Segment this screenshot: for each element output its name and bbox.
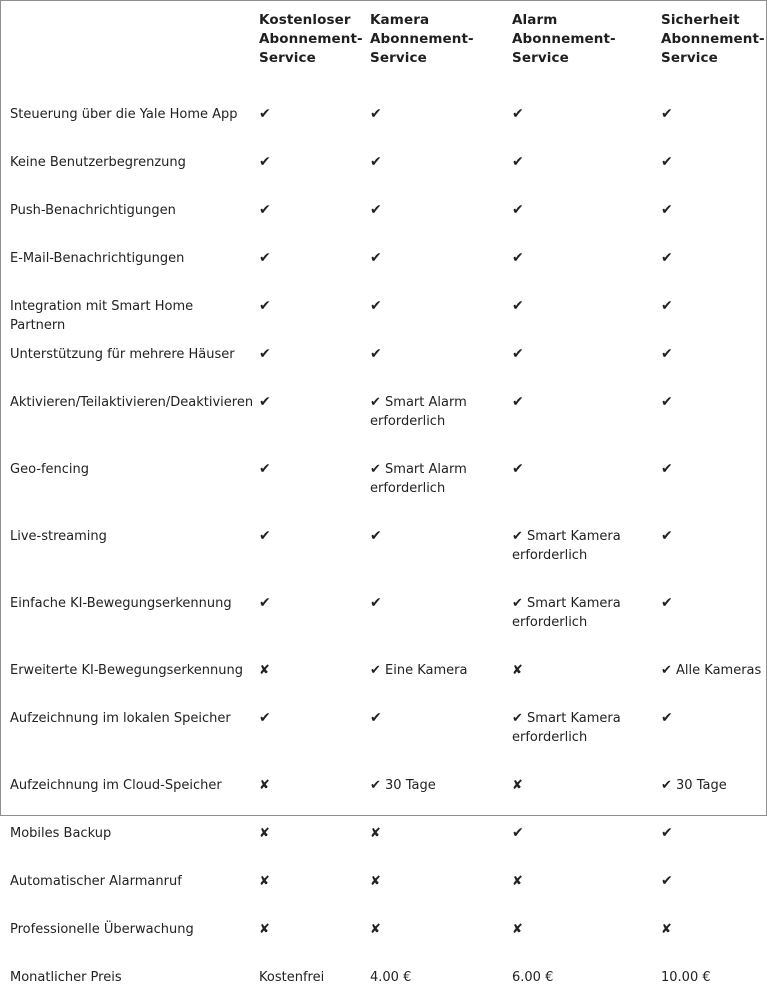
check-icon: ✔ (512, 154, 524, 170)
check-cell (652, 450, 766, 517)
cross-cell (361, 910, 503, 958)
feature-label: Aktivieren/Teilaktivieren/Deaktivieren (10, 395, 254, 410)
cell-text: ✔ Smart Alarm (370, 395, 467, 410)
cross-cell (250, 766, 361, 814)
check-cell (503, 95, 652, 143)
check-cell (361, 335, 503, 383)
check-cell (250, 287, 361, 335)
check-icon: ✔ (661, 595, 673, 611)
check-cell (652, 239, 766, 287)
table-body (1, 95, 766, 1006)
table-row (1, 651, 766, 699)
cell-text: ✔ 30 Tage (370, 778, 436, 793)
check-icon: ✔ (661, 202, 673, 218)
column-header-kamera (361, 1, 503, 95)
check-icon: ✔ (370, 346, 382, 362)
check-cell (503, 239, 652, 287)
check-cell (652, 584, 766, 651)
check-cell (652, 287, 766, 335)
feature-label: Mobiles Backup (10, 826, 112, 841)
cross-icon: ✘ (259, 663, 270, 678)
check-cell (250, 191, 361, 239)
check-cell (652, 517, 766, 584)
check-icon: ✔ (661, 873, 673, 889)
feature-label: Live-streaming (10, 529, 107, 544)
check-cell (361, 143, 503, 191)
table-row (1, 814, 766, 862)
feature-label: Aufzeichnung im lokalen Speicher (10, 711, 231, 726)
cross-icon: ✘ (259, 922, 270, 937)
check-cell (652, 862, 766, 910)
check-note-cell (361, 450, 503, 517)
feature-label: Aufzeichnung im Cloud-Speicher (10, 778, 222, 793)
check-cell (250, 239, 361, 287)
feature-label: Professionelle Überwachung (10, 922, 194, 937)
feature-label: Unterstützung für mehrere Häuser (10, 347, 235, 362)
table-row (1, 450, 766, 517)
check-icon: ✔ (661, 346, 673, 362)
check-note-cell (503, 584, 652, 651)
table-row (1, 958, 766, 1006)
check-icon: ✔ (512, 202, 524, 218)
column-header-line: Kamera (370, 12, 430, 28)
cross-cell (361, 862, 503, 910)
cross-cell (361, 814, 503, 862)
check-cell (652, 191, 766, 239)
cross-icon: ✘ (512, 922, 523, 937)
feature-label: E-Mail-Benachrichtigungen (10, 251, 185, 266)
check-note-cell (652, 651, 766, 699)
check-icon: ✔ (661, 154, 673, 170)
check-note-cell (652, 766, 766, 814)
cross-cell (503, 766, 652, 814)
check-cell (361, 95, 503, 143)
column-header-sicherheit (652, 1, 766, 95)
check-cell (361, 287, 503, 335)
cell-text: erforderlich (370, 481, 446, 496)
check-cell (361, 191, 503, 239)
cross-icon: ✘ (370, 826, 381, 841)
check-icon: ✔ (661, 298, 673, 314)
feature-label: Geo-fencing (10, 462, 90, 477)
cross-cell (250, 814, 361, 862)
header-row (1, 1, 766, 95)
check-cell (652, 699, 766, 766)
column-header-alarm (503, 1, 652, 95)
check-icon: ✔ (370, 298, 382, 314)
check-cell (652, 95, 766, 143)
check-note-cell (503, 517, 652, 584)
table-row (1, 383, 766, 450)
value-cell (250, 958, 361, 1006)
check-icon: ✔ (370, 710, 382, 726)
value-cell (652, 958, 766, 1006)
check-icon: ✔ (259, 346, 271, 362)
check-icon: ✔ (661, 710, 673, 726)
cross-cell (503, 862, 652, 910)
check-icon: ✔ (259, 250, 271, 266)
check-icon: ✔ (259, 154, 271, 170)
check-icon: ✔ (512, 250, 524, 266)
check-icon: ✔ (512, 346, 524, 362)
feature-label: Automatischer Alarmanruf (10, 874, 182, 889)
column-header-line: Service (259, 50, 316, 66)
cross-cell (503, 910, 652, 958)
check-cell (361, 517, 503, 584)
check-cell (503, 335, 652, 383)
cross-icon: ✘ (512, 778, 523, 793)
check-icon: ✔ (512, 106, 524, 122)
check-note-cell (361, 651, 503, 699)
table-row (1, 335, 766, 383)
cross-cell (250, 862, 361, 910)
cell-text: Kostenfrei (259, 970, 325, 985)
subscription-comparison-table (1, 1, 766, 1006)
column-header-line: Service (512, 50, 569, 66)
check-icon: ✔ (512, 298, 524, 314)
check-cell (250, 517, 361, 584)
check-cell (250, 450, 361, 517)
check-icon: ✔ (259, 202, 271, 218)
check-cell (503, 450, 652, 517)
cell-text: 4.00 € (370, 970, 412, 985)
cell-text: ✔ 30 Tage (661, 778, 727, 793)
check-icon: ✔ (370, 106, 382, 122)
check-cell (361, 584, 503, 651)
check-icon: ✔ (259, 298, 271, 314)
check-icon: ✔ (512, 394, 524, 410)
cross-icon: ✘ (259, 778, 270, 793)
cross-icon: ✘ (512, 874, 523, 889)
table-row (1, 191, 766, 239)
check-icon: ✔ (661, 825, 673, 841)
cell-text: ✔ Eine Kamera (370, 663, 468, 678)
check-note-cell (503, 699, 652, 766)
table-row (1, 862, 766, 910)
cross-icon: ✘ (370, 922, 381, 937)
check-cell (652, 383, 766, 450)
check-cell (652, 143, 766, 191)
column-header-line: Abonnement- (370, 31, 474, 47)
check-cell (503, 814, 652, 862)
check-cell (250, 383, 361, 450)
check-cell (503, 287, 652, 335)
value-cell (503, 958, 652, 1006)
check-cell (361, 239, 503, 287)
cross-cell (652, 910, 766, 958)
cell-text: erforderlich (512, 548, 588, 563)
check-icon: ✔ (370, 202, 382, 218)
check-cell (250, 143, 361, 191)
feature-label: Steuerung über die Yale Home App (10, 107, 238, 122)
check-cell (250, 699, 361, 766)
feature-label: Monatlicher Preis (10, 970, 122, 985)
check-icon: ✔ (370, 250, 382, 266)
cell-text: ✔ Smart Alarm (370, 462, 467, 477)
check-icon: ✔ (370, 528, 382, 544)
cell-text: ✔ Alle Kameras (661, 663, 762, 678)
check-cell (250, 95, 361, 143)
check-icon: ✔ (259, 106, 271, 122)
cell-text: erforderlich (512, 615, 588, 630)
check-icon: ✔ (661, 394, 673, 410)
column-header-kostenloser (250, 1, 361, 95)
table-row (1, 143, 766, 191)
table-row (1, 584, 766, 651)
cross-cell (503, 651, 652, 699)
check-cell (361, 699, 503, 766)
cross-icon: ✘ (661, 922, 672, 937)
check-icon: ✔ (370, 595, 382, 611)
check-cell (503, 143, 652, 191)
cell-text: erforderlich (370, 414, 446, 429)
check-icon: ✔ (512, 461, 524, 477)
cell-text: 10.00 € (661, 970, 711, 985)
value-cell (361, 958, 503, 1006)
table-row (1, 95, 766, 143)
table-row (1, 910, 766, 958)
check-cell (652, 335, 766, 383)
check-icon: ✔ (661, 106, 673, 122)
cross-icon: ✘ (512, 663, 523, 678)
check-icon: ✔ (259, 595, 271, 611)
check-cell (503, 191, 652, 239)
cell-text: erforderlich (512, 730, 588, 745)
cell-text: ✔ Smart Kamera (512, 711, 621, 726)
feature-label: Push-Benachrichtigungen (10, 203, 176, 218)
check-icon: ✔ (259, 461, 271, 477)
column-header-line: Abonnement- (661, 31, 765, 47)
header-spacer (1, 1, 250, 95)
column-header-line: Kostenloser (259, 12, 351, 28)
table-row (1, 699, 766, 766)
cross-icon: ✘ (259, 874, 270, 889)
feature-label: Einfache KI-Bewegungserkennung (10, 596, 232, 611)
check-cell (652, 814, 766, 862)
column-header-line: Sicherheit (661, 12, 740, 28)
cross-cell (250, 910, 361, 958)
table-row (1, 517, 766, 584)
cell-text: ✔ Smart Kamera (512, 529, 621, 544)
table-row (1, 239, 766, 287)
feature-label: Keine Benutzerbegrenzung (10, 155, 186, 170)
check-cell (250, 584, 361, 651)
cross-icon: ✘ (370, 874, 381, 889)
column-header-line: Abonnement- (259, 31, 363, 47)
feature-label: Integration mit Smart Home Partnern (10, 299, 194, 333)
column-header-line: Alarm (512, 12, 558, 28)
check-cell (250, 335, 361, 383)
table-header (1, 1, 766, 95)
table-row (1, 766, 766, 814)
check-note-cell (361, 383, 503, 450)
check-icon: ✔ (512, 825, 524, 841)
check-note-cell (361, 766, 503, 814)
table-row (1, 287, 766, 335)
cell-text: ✔ Smart Kamera (512, 596, 621, 611)
check-icon: ✔ (259, 710, 271, 726)
column-header-line: Service (370, 50, 427, 66)
check-icon: ✔ (661, 528, 673, 544)
feature-label: Erweiterte KI-Bewegungserkennung (10, 663, 243, 678)
cross-icon: ✘ (259, 826, 270, 841)
check-icon: ✔ (259, 394, 271, 410)
check-cell (503, 383, 652, 450)
column-header-line: Abonnement- (512, 31, 616, 47)
check-icon: ✔ (259, 528, 271, 544)
cross-cell (250, 651, 361, 699)
check-icon: ✔ (661, 461, 673, 477)
column-header-line: Service (661, 50, 718, 66)
cell-text: 6.00 € (512, 970, 554, 985)
check-icon: ✔ (370, 154, 382, 170)
check-icon: ✔ (661, 250, 673, 266)
